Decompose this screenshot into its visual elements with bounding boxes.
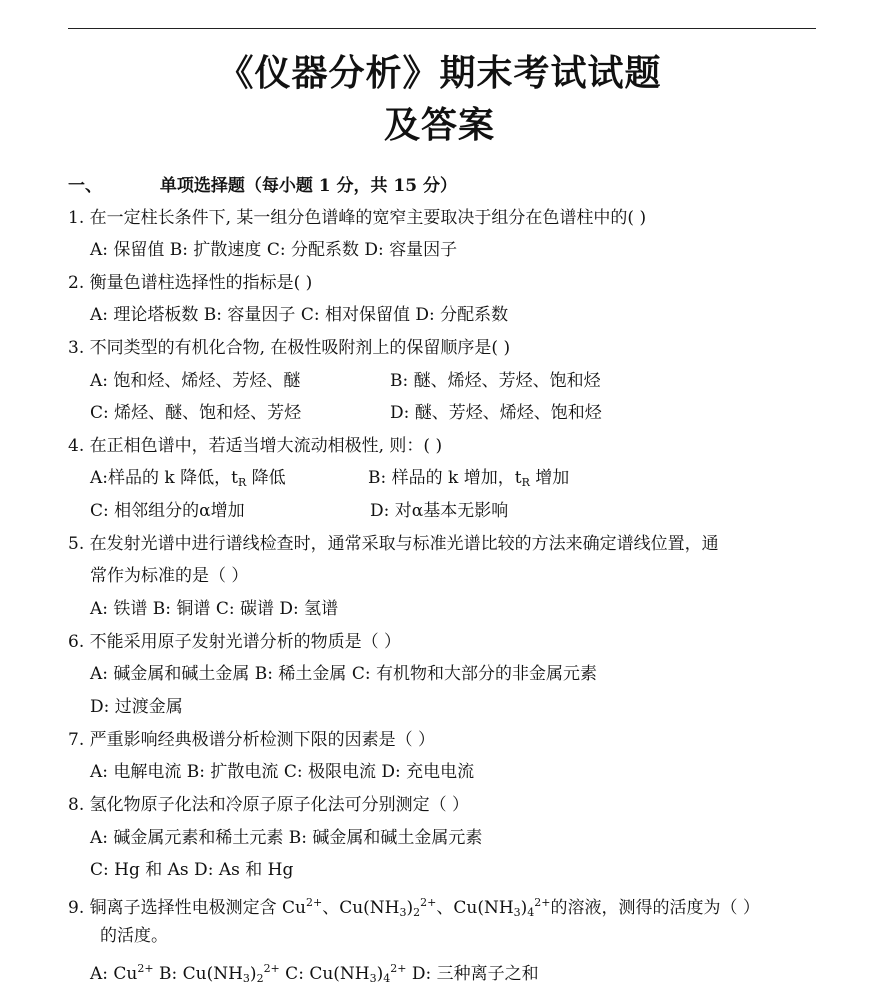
q9-sup-1: 2+ [305, 896, 323, 909]
q9-option-c-text: ) [376, 964, 384, 984]
question-5-stem: 5. 在发射光谱中进行谱线检查时，通常采取与标准光谱比较的方法来确定谱线位置，通 [68, 534, 719, 554]
question-4-option-c: C: 相邻组分的α增加 [90, 501, 245, 521]
question-9-options [90, 958, 539, 990]
question-4-option-b [368, 467, 569, 494]
q9-option-a: A: Cu [90, 964, 138, 984]
question-5-options: A: 铁谱 B: 铜谱 C: 碳谱 D: 氢谱 [90, 599, 339, 619]
q9-text-3: ) [406, 898, 414, 918]
question-3-stem: 3. 不同类型的有机化合物, 在极性吸附剂上的保留顺序是( ) [68, 338, 511, 358]
q9-option-b-sub-1: 3 [242, 972, 250, 985]
q9-option-c-sub-1: 3 [369, 972, 377, 985]
page-title: 《仪器分析》期末考试试题 [217, 52, 662, 94]
page-subtitle: 及答案 [383, 104, 495, 146]
q9-option-b: B: Cu(NH [153, 964, 243, 984]
question-3-option-b: B: 醚、烯烃、芳烃、饱和烃 [390, 371, 601, 391]
option-b-text-end: 增加 [529, 468, 570, 488]
question-3-option-d: D: 醚、芳烃、烯烃、饱和烃 [390, 403, 602, 423]
q9-option-a-sup: 2+ [137, 962, 154, 975]
q9-sub-2: 2 [413, 906, 421, 919]
question-9-stem [68, 892, 760, 924]
question-2-options: A: 理论塔板数 B: 容量因子 C: 相对保留值 D: 分配系数 [90, 305, 509, 325]
question-6-options: A: 碱金属和碱土金属 B: 稀土金属 C: 有机物和大部分的非金属元素 [90, 664, 597, 684]
q9-option-c-sup: 2+ [390, 962, 407, 975]
question-8-stem: 8. 氢化物原子化法和冷原子原子化法可分别测定（ ） [68, 795, 470, 815]
option-a-subscript: R [237, 476, 247, 489]
question-9-stem-cont: 的活度。 [100, 926, 168, 946]
question-2-stem: 2. 衡量色谱柱选择性的指标是( ) [68, 273, 313, 293]
question-7-stem: 7. 严重影响经典极谱分析检测下限的因素是（ ） [68, 730, 436, 750]
q9-sub-3: 3 [513, 906, 521, 919]
q9-text-2: 、Cu(NH [322, 898, 400, 918]
question-3-option-c: C: 烯烃、醚、饱和烃、芳烃 [90, 403, 302, 423]
question-4-option-d: D: 对α基本无影响 [370, 501, 509, 521]
q9-sup-2: 2+ [420, 896, 437, 909]
q9-text-4: 、Cu(NH [436, 898, 514, 918]
section-heading [68, 175, 457, 197]
q9-text-6: 的溶液，测得的活度为（ ） [550, 898, 760, 918]
question-1-options: A: 保留值 B: 扩散速度 C: 分配系数 D: 容量因子 [90, 240, 458, 260]
option-b-text: B: 样品的 k 增加，t [368, 468, 522, 488]
q9-option-b-sup: 2+ [263, 962, 280, 975]
question-6-options-cont: D: 过渡金属 [90, 697, 183, 717]
q9-option-b-sub-2: 2 [256, 972, 264, 985]
question-6-stem: 6. 不能采用原子发射光谱分析的物质是（ ） [68, 632, 402, 652]
question-4-option-a [90, 467, 286, 494]
question-3-option-a: A: 饱和烃、烯烃、芳烃、醚 [90, 371, 301, 391]
option-a-text-end: 降低 [246, 468, 286, 488]
section-label: 单项选择题（每小题 1 分，共 15 分） [159, 176, 458, 196]
question-4-stem: 4. 在正相色谱中，若适当增大流动相极性, 则：( ) [68, 436, 443, 456]
q9-sub-1: 3 [399, 906, 407, 919]
option-b-subscript: R [521, 476, 530, 489]
q9-text-5: ) [520, 898, 528, 918]
question-1-stem: 1. 在一定柱长条件下, 某一组分色谱峰的宽窄主要取决于组分在色谱柱中的( ) [68, 208, 647, 228]
section-number: 一、 [68, 176, 102, 196]
question-8-options-cont: C: Hg 和 As D: As 和 Hg [90, 860, 294, 880]
q9-option-c: C: Cu(NH [279, 964, 370, 984]
q9-sub-4: 4 [527, 906, 535, 919]
question-7-options: A: 电解电流 B: 扩散电流 C: 极限电流 D: 充电电流 [90, 762, 475, 782]
top-rule [68, 28, 816, 29]
q9-sup-3: 2+ [534, 896, 551, 909]
q9-option-d: D: 三种离子之和 [406, 964, 539, 984]
q9-option-c-sub-2: 4 [383, 972, 391, 985]
question-5-stem-cont: 常作为标准的是（ ） [90, 566, 249, 586]
question-8-options: A: 碱金属元素和稀土元素 B: 碱金属和碱土金属元素 [90, 828, 483, 848]
q9-text-1: 9. 铜离子选择性电极测定含 Cu [68, 898, 306, 918]
q9-option-b-text: ) [249, 964, 257, 984]
option-a-text: A:样品的 k 降低，t [90, 468, 238, 488]
